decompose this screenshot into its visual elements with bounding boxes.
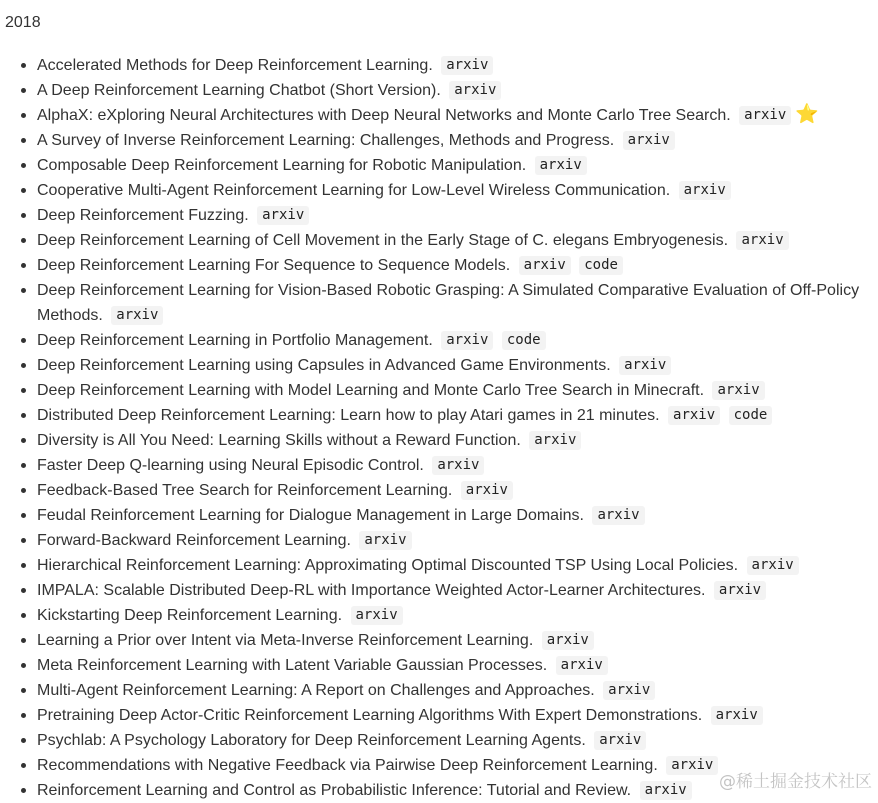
arxiv-link[interactable]: arxiv: [594, 731, 646, 750]
list-item: [37, 453, 870, 478]
paper-title: Faster Deep Q-learning using Neural Episodic Control.: [37, 457, 424, 474]
paper-title: Feedback-Based Tree Search for Reinforcement Learning.: [37, 482, 453, 499]
list-item: [37, 203, 870, 228]
paper-title: Learning a Prior over Intent via Meta-Inverse Reinforcement Learning.: [37, 632, 534, 649]
arxiv-link[interactable]: arxiv: [623, 131, 675, 150]
arxiv-link[interactable]: arxiv: [736, 231, 788, 250]
arxiv-link[interactable]: arxiv: [257, 206, 309, 225]
paper-title: Deep Reinforcement Learning For Sequence to Sequence Models.: [37, 257, 511, 274]
list-item: [37, 278, 870, 328]
code-link[interactable]: code: [502, 331, 546, 350]
list-item: [37, 578, 870, 603]
list-item: [37, 553, 870, 578]
paper-title: Composable Deep Reinforcement Learning for Robotic Manipulation.: [37, 157, 527, 174]
paper-title: Kickstarting Deep Reinforcement Learning.: [37, 607, 343, 624]
arxiv-link[interactable]: arxiv: [668, 406, 720, 425]
list-item: [37, 678, 870, 703]
arxiv-link[interactable]: arxiv: [712, 381, 764, 400]
paper-title: AlphaX: eXploring Neural Architectures with Deep Neural Networks and Monte Carlo Tree Search.: [37, 107, 731, 124]
paper-title: Deep Reinforcement Fuzzing.: [37, 207, 249, 224]
list-item: [37, 128, 870, 153]
arxiv-link[interactable]: arxiv: [519, 256, 571, 275]
arxiv-link[interactable]: arxiv: [556, 656, 608, 675]
list-item: [37, 428, 870, 453]
arxiv-link[interactable]: arxiv: [529, 431, 581, 450]
paper-title: Cooperative Multi-Agent Reinforcement Learning for Low-Level Wireless Communication.: [37, 182, 671, 199]
paper-title: Recommendations with Negative Feedback via Pairwise Deep Reinforcement Learning.: [37, 757, 658, 774]
arxiv-link[interactable]: arxiv: [619, 356, 671, 375]
arxiv-link[interactable]: arxiv: [351, 606, 403, 625]
paper-title: Deep Reinforcement Learning for Vision-Based Robotic Grasping: A Simulated Comparative Evaluation of Off-Policy Methods.: [37, 282, 860, 324]
arxiv-link[interactable]: arxiv: [714, 581, 766, 600]
section-year-heading: 2018: [5, 14, 41, 31]
list-item: [37, 78, 870, 103]
arxiv-link[interactable]: arxiv: [432, 456, 484, 475]
list-item: [37, 653, 870, 678]
arxiv-link[interactable]: arxiv: [640, 781, 692, 800]
paper-title: Feudal Reinforcement Learning for Dialogue Management in Large Domains.: [37, 507, 584, 524]
list-item: [37, 178, 870, 203]
list-item: [37, 503, 870, 528]
list-item: [37, 403, 870, 428]
paper-title: Deep Reinforcement Learning using Capsules in Advanced Game Environments.: [37, 357, 611, 374]
arxiv-link[interactable]: arxiv: [542, 631, 594, 650]
list-item: [37, 378, 870, 403]
paper-title: A Survey of Inverse Reinforcement Learning: Challenges, Methods and Progress.: [37, 132, 615, 149]
list-item: [37, 703, 870, 728]
list-item: [37, 253, 870, 278]
arxiv-link[interactable]: arxiv: [441, 331, 493, 350]
code-link[interactable]: code: [729, 406, 773, 425]
list-item: [37, 228, 870, 253]
paper-title: Meta Reinforcement Learning with Latent Variable Gaussian Processes.: [37, 657, 548, 674]
arxiv-link[interactable]: arxiv: [449, 81, 501, 100]
list-item: [37, 328, 870, 353]
paper-title: Distributed Deep Reinforcement Learning: Learn how to play Atari games in 21 minutes.: [37, 407, 660, 424]
arxiv-link[interactable]: arxiv: [441, 56, 493, 75]
paper-title: IMPALA: Scalable Distributed Deep-RL with Importance Weighted Actor-Learner Architectures.: [37, 582, 706, 599]
watermark: @稀土掘金技术社区: [719, 772, 872, 792]
arxiv-link[interactable]: arxiv: [359, 531, 411, 550]
paper-title: Multi-Agent Reinforcement Learning: A Report on Challenges and Approaches.: [37, 682, 595, 699]
list-item: [37, 528, 870, 553]
list-item: [37, 603, 870, 628]
paper-title: A Deep Reinforcement Learning Chatbot (Short Version).: [37, 82, 441, 99]
code-link[interactable]: code: [579, 256, 623, 275]
arxiv-link[interactable]: arxiv: [603, 681, 655, 700]
list-item: [37, 628, 870, 653]
arxiv-link[interactable]: arxiv: [739, 106, 791, 125]
paper-title: Diversity is All You Need: Learning Skills without a Reward Function.: [37, 432, 521, 449]
paper-list: [0, 53, 870, 803]
paper-title: Pretraining Deep Actor-Critic Reinforcement Learning Algorithms With Expert Demonstrations.: [37, 707, 703, 724]
arxiv-link[interactable]: arxiv: [679, 181, 731, 200]
arxiv-link[interactable]: arxiv: [747, 556, 799, 575]
arxiv-link[interactable]: arxiv: [711, 706, 763, 725]
arxiv-link[interactable]: arxiv: [461, 481, 513, 500]
paper-title: Forward-Backward Reinforcement Learning.: [37, 532, 351, 549]
list-item: [37, 103, 870, 128]
paper-title: Deep Reinforcement Learning of Cell Movement in the Early Stage of C. elegans Embryogenesis.: [37, 232, 729, 249]
paper-title: Deep Reinforcement Learning with Model Learning and Monte Carlo Tree Search in Minecraft.: [37, 382, 705, 399]
paper-title: Reinforcement Learning and Control as Probabilistic Inference: Tutorial and Review.: [37, 782, 632, 799]
star-icon: ⭐: [795, 104, 819, 125]
arxiv-link[interactable]: arxiv: [111, 306, 163, 325]
list-item: [37, 153, 870, 178]
paper-title: Psychlab: A Psychology Laboratory for Deep Reinforcement Learning Agents.: [37, 732, 586, 749]
paper-title: Deep Reinforcement Learning in Portfolio Management.: [37, 332, 433, 349]
paper-title: Accelerated Methods for Deep Reinforcement Learning.: [37, 57, 433, 74]
arxiv-link[interactable]: arxiv: [666, 756, 718, 775]
arxiv-link[interactable]: arxiv: [535, 156, 587, 175]
list-item: [37, 728, 870, 753]
list-item: [37, 478, 870, 503]
list-item: [37, 53, 870, 78]
list-item: [37, 353, 870, 378]
arxiv-link[interactable]: arxiv: [592, 506, 644, 525]
paper-title: Hierarchical Reinforcement Learning: Approximating Optimal Discounted TSP Using Local Policies.: [37, 557, 739, 574]
